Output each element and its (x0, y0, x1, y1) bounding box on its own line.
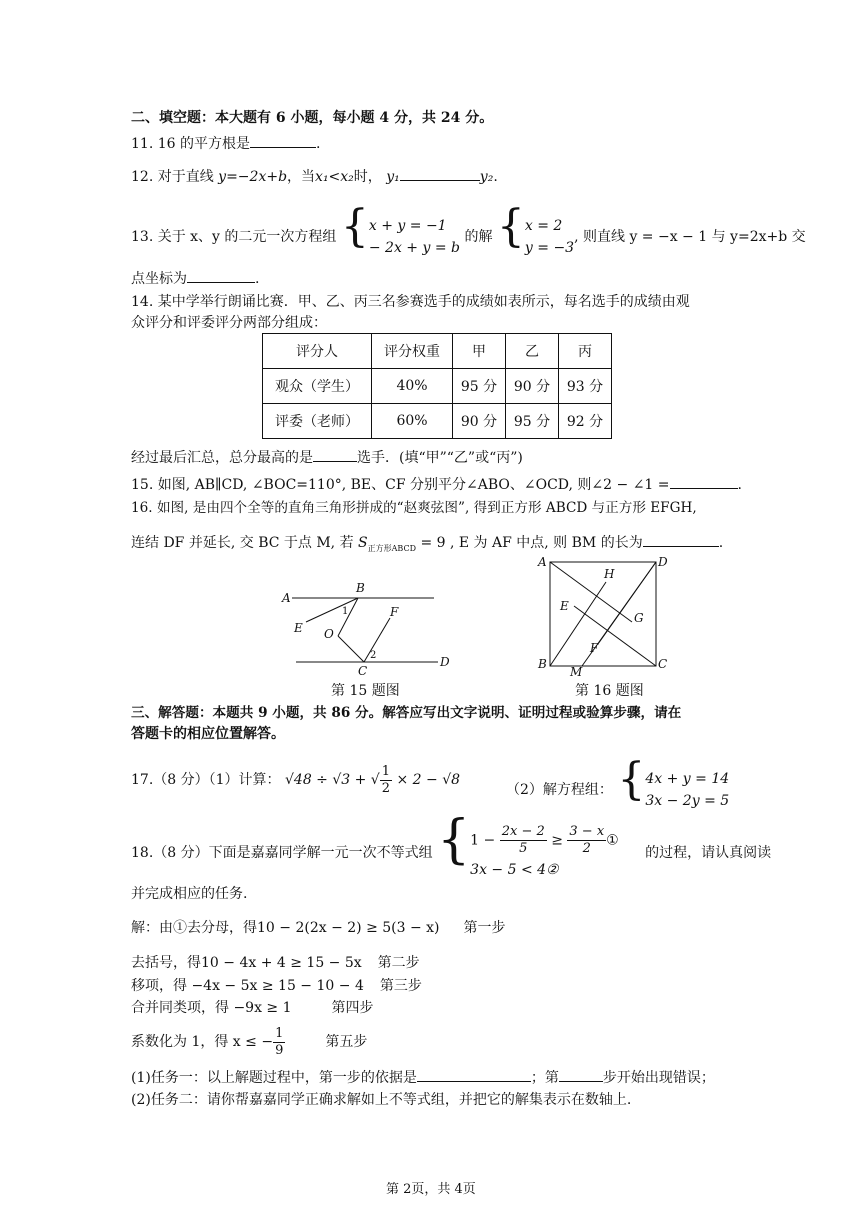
fig15-label-F: F (390, 605, 399, 619)
q13 (131, 201, 806, 256)
q14-line2: 众评分和评委评分两部分组成： (131, 315, 327, 331)
section3-heading-line1: 三、解答题：本题共 9 小题，共 86 分。解答应写出文字说明、证明过程或验算步骤，请在 (131, 705, 682, 721)
q18-row1-b: ≥ (551, 832, 563, 848)
q15 (131, 474, 742, 495)
q18-intro (131, 810, 772, 878)
fig16-label-C: C (658, 657, 668, 671)
q18-sys-row2: 3x − 5 < 4② (470, 861, 559, 878)
table-cell: 93 分 (559, 369, 612, 404)
q16-blank (643, 532, 719, 547)
section2-heading: 二、填空题：本大题有 6 小题，每小题 4 分，共 24 分。 (131, 110, 494, 126)
page-footer: 第 2页，共 4页 (386, 1182, 476, 1197)
q11-text: 11. 16 的平方根是 (131, 136, 250, 152)
q15-blank (670, 474, 738, 489)
q18-task2: (2)任务二：请你帮嘉嘉同学正确求解如上不等式组，并把它的解集表示在数轴上. (131, 1092, 632, 1108)
q18-pre: 18.（8 分）下面是嘉嘉同学解一元一次不等式组 (131, 845, 433, 861)
q16-s-sub: 正方形ABCD (367, 543, 416, 553)
q18-frac2-num: 3 − x (569, 823, 605, 839)
q14-after (131, 447, 523, 468)
fig16-label-E: E (560, 599, 569, 613)
table-header-cell: 评分人 (263, 334, 372, 369)
q14-after-pre: 经过最后汇总，总分最高的是 (131, 450, 313, 466)
q18-task1-blank-2 (559, 1067, 603, 1082)
q18-frac1-num: 2x − 2 (501, 823, 545, 839)
q18-step-2 (131, 953, 420, 973)
q18-step1-text: 解：由①去分母，得10 − 2(2x − 2) ≥ 5(3 − x) (131, 920, 440, 936)
q17-brace: { (617, 754, 646, 805)
q12-blank (400, 166, 480, 181)
q13-mid: 的解 (464, 229, 493, 245)
fig15-label-D: D (440, 655, 450, 669)
q18-task1-post: 步开始出现错误； (602, 1070, 715, 1086)
q18-step1-label: 第一步 (463, 920, 506, 936)
q16-s-label: S (358, 535, 368, 551)
fig15-label-A: A (282, 591, 291, 605)
q13-sys2-row2: y = −3 (524, 240, 575, 256)
table-cell: 评委（老师） (263, 404, 372, 439)
table-cell: 观众（学生） (263, 369, 372, 404)
q13-pre: 13. 关于 x、y 的二元一次方程组 (131, 229, 337, 245)
q13-system-1 (369, 215, 460, 259)
q12-cond: x₁<x₂ (315, 169, 354, 185)
q12-eq: y=−2x+b (218, 169, 288, 185)
q14-blank (313, 447, 357, 462)
q16-line2-pre: 连结 DF 并延长, 交 BC 于点 M, 若 (131, 535, 354, 551)
fig15-label-O: O (324, 627, 334, 641)
figure-16-diagram (536, 554, 672, 680)
q18-step-4 (131, 998, 374, 1018)
table-cell: 95 分 (506, 404, 559, 439)
fig15-label-E: E (294, 621, 303, 635)
q18-task1-blank-1 (417, 1067, 531, 1082)
fig16-label-G: G (634, 611, 644, 625)
fig16-label-F: F (590, 641, 599, 655)
q17-part2-label: （2）解方程组： (506, 782, 613, 798)
q16-end: . (718, 535, 724, 551)
figure-16 (536, 554, 672, 680)
q13-line2-text: 点坐标为 (131, 271, 187, 287)
table-cell: 90 分 (506, 369, 559, 404)
table-header-row (263, 334, 612, 369)
q13-sys1-row1: x + y = −1 (368, 218, 447, 234)
q15-end: . (737, 477, 742, 493)
q12-post: 时， (353, 169, 382, 185)
q18-system (470, 824, 619, 883)
q13-brace-1: { (340, 201, 369, 252)
table-cell: 60% (372, 404, 453, 439)
q18-row1-c: ① (606, 832, 619, 848)
q13-end: . (255, 271, 260, 287)
q18-step2-label: 第二步 (377, 955, 420, 971)
q17-frac-num: 1 (381, 763, 391, 779)
q13-system-2 (525, 215, 574, 259)
q11 (131, 133, 320, 154)
q13-line2 (131, 268, 259, 289)
table-header-cell: 丙 (559, 334, 612, 369)
q18-frac1-den: 5 (519, 840, 528, 856)
q14-after-post: 选手．(填“甲”“乙”或“丙”) (357, 450, 523, 466)
fig16-label-A: A (538, 555, 547, 569)
figure-16-caption: 第 16 题图 (575, 683, 644, 699)
q18-step-3 (131, 976, 422, 996)
q18-sys-row1 (470, 824, 619, 857)
q18-task1 (131, 1067, 715, 1088)
fig16-label-B: B (538, 657, 547, 671)
section3-heading-line2: 答题卡的相应位置解答。 (131, 726, 285, 742)
fig15-label-angle2: 2 (370, 650, 377, 661)
q13-brace-2: { (496, 201, 525, 252)
q18-step5-label: 第五步 (325, 1034, 368, 1050)
q18-step5-den: 9 (275, 1042, 284, 1058)
q18-line2: 并完成相应的任务. (131, 886, 248, 902)
q18-brace: { (437, 810, 471, 870)
q18-frac2-den: 2 (582, 840, 591, 856)
q16-line2-mid: = 9 , E 为 AF 中点, 则 BM 的长为 (420, 535, 643, 551)
fig15-label-angle1: 1 (342, 606, 349, 617)
fig16-label-D: D (658, 555, 668, 569)
q13-post: , 则直线 y = −x − 1 与 y=2x+b 交 (574, 229, 806, 245)
q17-part1 (131, 760, 460, 800)
q17-part2 (506, 754, 730, 809)
table-row (263, 404, 612, 439)
fig16-label-H: H (604, 567, 615, 581)
q13-blank (187, 268, 255, 283)
table-cell: 40% (372, 369, 453, 404)
q17-label: 17.（8 分）（1）计算： (131, 772, 281, 788)
table-row (263, 369, 612, 404)
table-header-cell: 评分权重 (372, 334, 453, 369)
table-cell: 92 分 (559, 404, 612, 439)
q11-end: . (315, 136, 321, 152)
q17-frac-den: 2 (381, 780, 391, 796)
q12-end: . (493, 169, 498, 185)
fig15-label-C: C (358, 664, 368, 678)
q14-line1: 14. 某中学举行朗诵比赛．甲、乙、丙三名参赛选手的成绩如表所示，每名选手的成绩由观 (131, 294, 690, 310)
q18-step5-num: 1 (275, 1025, 284, 1041)
q18-task1-pre: (1)任务一：以上解题过程中，第一步的依据是 (131, 1070, 417, 1086)
q18-step-5 (131, 1022, 367, 1062)
q17-expr-b: × 2 − √8 (396, 772, 461, 788)
q12-y1: y₁ (386, 169, 400, 185)
q18-step4-label: 第四步 (331, 1000, 374, 1016)
q12-y2: y₂ (479, 169, 494, 185)
q17-sys-row1: 4x + y = 14 (645, 771, 730, 787)
q18-step-1 (131, 918, 506, 938)
table-cell: 95 分 (453, 369, 506, 404)
table-cell: 90 分 (453, 404, 506, 439)
q18-task1-mid: ；第 (530, 1070, 559, 1086)
q15-text: 15. 如图, AB∥CD, ∠BOC=110°, BE、CF 分别平分∠ABO、∠OCD, 则∠2 − ∠1 = (131, 477, 670, 493)
q17-sys-row2: 3x − 2y = 5 (645, 793, 730, 809)
figure-15-caption: 第 15 题图 (331, 683, 400, 699)
q12-mid: ，当 (287, 169, 316, 185)
q18-step5-frac (273, 1026, 285, 1059)
q18-step5-pre: 系数化为 1，得 x ≤ − (131, 1034, 274, 1050)
q18-row1-frac2 (567, 824, 606, 857)
q12 (131, 166, 498, 187)
q18-step2-text: 去括号，得10 − 4x + 4 ≥ 15 − 5x (131, 955, 362, 971)
q13-sys1-row2: − 2x + y = b (368, 240, 460, 256)
q17-fraction (380, 764, 392, 797)
q18-row1-frac1 (500, 824, 547, 857)
q18-step4-text: 合并同类项，得 −9x ≥ 1 (131, 1000, 292, 1016)
q17-expr-a: √48 ÷ √3 + √ (284, 772, 380, 788)
q17-system (645, 768, 729, 812)
fig15-label-B: B (356, 581, 365, 595)
table-header-cell: 乙 (506, 334, 559, 369)
table-header-cell: 甲 (453, 334, 506, 369)
q16-line1: 16. 如图, 是由四个全等的直角三角形拼成的“赵爽弦图”, 得到正方形 ABCD 与正方形 EFGH, (131, 500, 697, 516)
fig16-label-M: M (570, 665, 583, 679)
q18-step3-label: 第三步 (379, 978, 422, 994)
q18-step3-text: 移项，得 −4x − 5x ≥ 15 − 10 − 4 (131, 978, 364, 994)
figure-15 (278, 580, 458, 680)
q12-pre: 12. 对于直线 (131, 169, 214, 185)
q13-sys2-row1: x = 2 (524, 218, 563, 234)
score-table (262, 333, 612, 439)
q18-post: 的过程，请认真阅读 (645, 845, 772, 861)
q11-blank (250, 133, 316, 148)
figure-15-diagram (278, 580, 458, 680)
q18-row1-a: 1 − (470, 832, 496, 848)
